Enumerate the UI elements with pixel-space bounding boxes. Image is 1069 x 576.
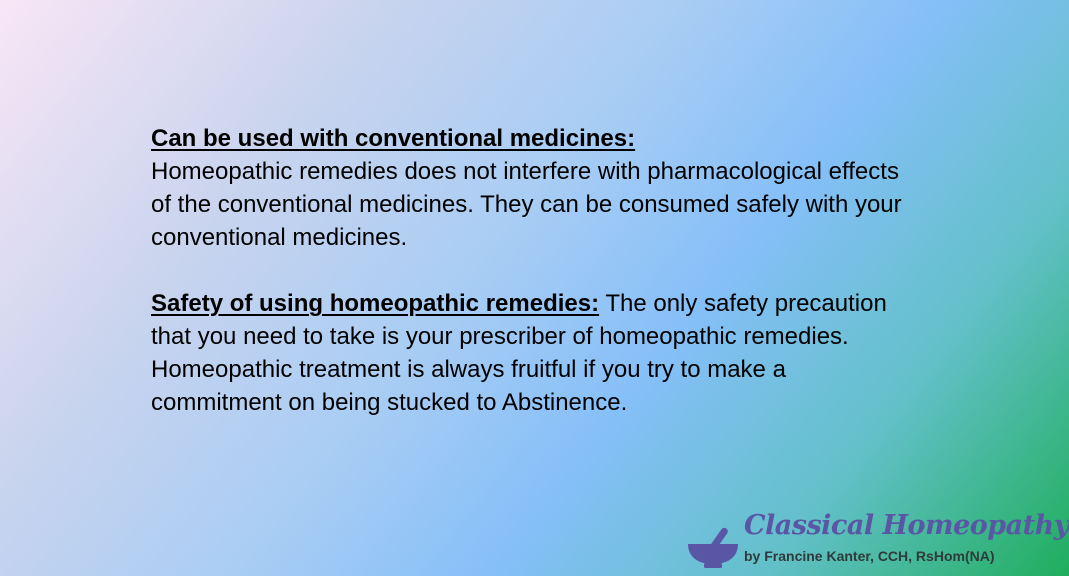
heading-conventional-medicines: Can be used with conventional medicines:	[151, 125, 636, 152]
logo-title: Classical Homeopathy	[744, 510, 1069, 541]
paragraph-conventional-medicines	[151, 122, 911, 254]
body-conventional-medicines: Homeopathic remedies does not interfere with pharmacological effects of the conventional medicines. They can be consumed safely with your conventional medicines.	[151, 158, 902, 251]
mortar-pestle-icon	[686, 524, 740, 570]
slide-content	[151, 122, 911, 419]
logo-subtitle: by Francine Kanter, CCH, RsHom(NA)	[744, 548, 995, 564]
body-safety: The only safety precaution that you need to take is your prescriber of homeopathic remedies. Homeopathic treatment is always fruitful if you try to make a commitment on being stucked to Abstinence.	[151, 290, 887, 416]
heading-safety: Safety of using homeopathic remedies:	[151, 290, 600, 317]
logo	[686, 508, 1069, 570]
paragraph-safety	[151, 287, 911, 419]
